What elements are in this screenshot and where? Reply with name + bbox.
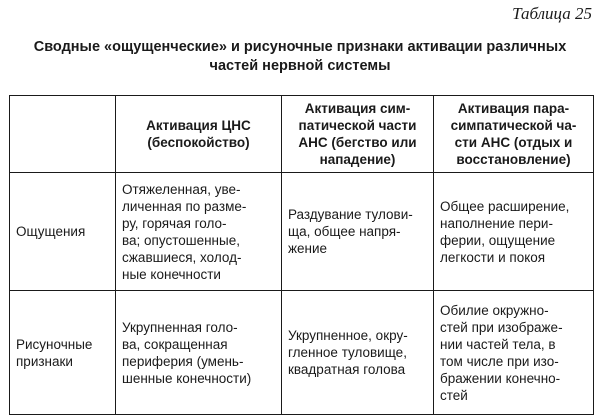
header-empty-cell [10,96,116,173]
header-sympathetic: Активация сим- патической части АНС (бегство или нападение) [282,96,434,173]
cell-sensations-parasympathetic: Общее расширение, наполнение пери- ферии, ощущение легкости и покоя [434,173,594,291]
cell-drawing-cns: Укрупненная голо- ва, сокращенная периферия (умень- шенные конечности) [116,291,282,415]
caption-line: частей нервной системы [209,58,391,74]
comparison-table [9,95,594,415]
cell-sensations-sympathetic: Раздувание тулови- ща, общее напря- жение [282,173,434,291]
cell-sensations-cns: Отяжеленная, уве- личенная по разме- ру, горячая голо- ва; опустошенные, сжавшиеся, холод- ные конечности [116,173,282,291]
row-label-drawing-signs: Рисуночные признаки [10,291,116,415]
header-parasympathetic: Активация пара- симпатической ча- сти АНС (отдых и восстановление) [434,96,594,173]
cell-drawing-parasympathetic: Обилие окружно- стей при изображе- нии частей тела, в том числе при изо- бражении конечно- стей [434,291,594,415]
table-header-row [10,96,594,173]
table-row-drawing-signs [10,291,594,415]
cell-drawing-sympathetic: Укрупненное, окру- гленное туловище, квадратная голова [282,291,434,415]
caption-line: Сводные «ощущенческие» и рисуночные признаки активации различных [33,39,567,55]
row-label-sensations: Ощущения [10,173,116,291]
table-number: Таблица 25 [512,4,592,23]
header-cns: Активация ЦНС (беспокойство) [116,96,282,173]
table-row-sensations [10,173,594,291]
table-caption [0,38,600,76]
